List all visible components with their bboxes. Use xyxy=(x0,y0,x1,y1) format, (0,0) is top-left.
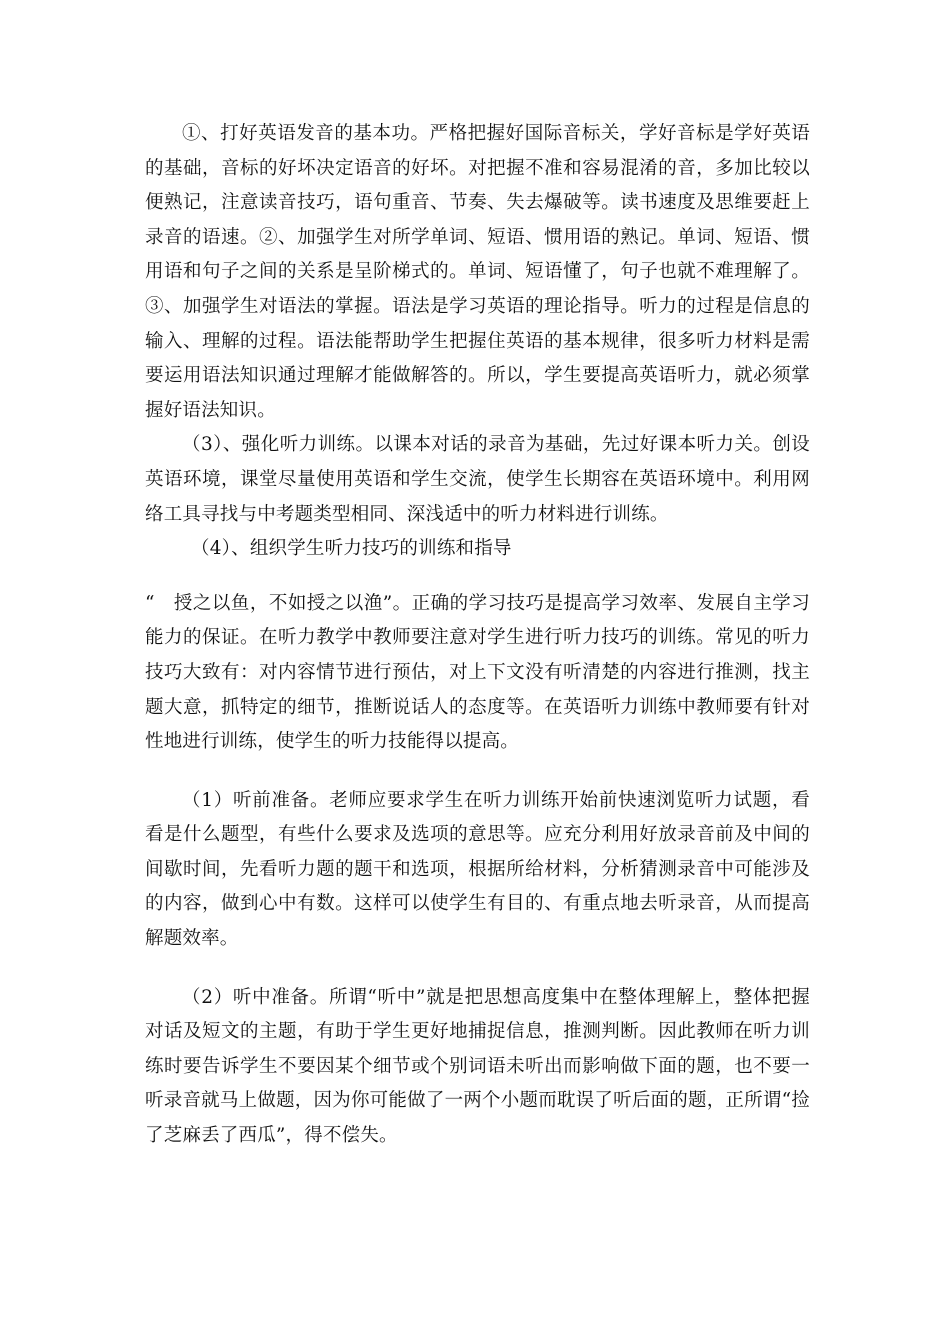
paragraph-while-listening: （2）听中准备。所谓“听中”就是把思想高度集中在整体理解上，整体把握对话及短文的主题，有助于学生更好地捕捉信息，推测判断。因此教师在听力训练时要告诉学生不要因某个细节或个别词语未听出而影响做下面的题，也不要一听录音就马上做题，因为你可能做了一两个小题而耽误了听后面的题，正所谓“捡了芝麻丢了西瓜”，得不偿失。 xyxy=(145,986,810,1147)
document-page xyxy=(145,117,810,1154)
paragraph-listening-training: （3）、强化听力训练。以课本对话的录音为基础，先过好课本听力关。创设英语环境，课堂尽量使用英语和学生交流，使学生长期容在英语环境中。利用网络工具寻找与中考题类型相同、深浅适中的听力材料进行训练。 xyxy=(145,434,810,525)
paragraph-heading-listening-skills: （4）、组织学生听力技巧的训练和指导 xyxy=(191,538,512,560)
paragraph-teach-to-fish: “ 授之以鱼，不如授之以渔”。正确的学习技巧是提高学习效率、发展自主学习能力的保证。在听力教学中教师要注意对学生进行听力技巧的训练。常见的听力技巧大致有：对内容情节进行预估，对上下文没有听清楚的内容进行推测，找主题大意，抓特定的细节，推断说话人的态度等。在英语听力训练中教师要有针对性地进行训练，使学生的听力技能得以提高。 xyxy=(145,592,810,753)
paragraph-pre-listening: （1）听前准备。老师应要求学生在听力训练开始前快速浏览听力试题，看看是什么题型，有些什么要求及选项的意思等。应充分利用好放录音前及中间的间歇时间，先看听力题的题干和选项，根据所给材料，分析猜测录音中可能涉及的内容，做到心中有数。这样可以使学生有目的、有重点地去听录音，从而提高解题效率。 xyxy=(145,789,810,950)
paragraph-pronunciation-vocab-grammar: ①、打好英语发音的基本功。严格把握好国际音标关，学好音标是学好英语的基础，音标的好坏决定语音的好坏。对把握不准和容易混淆的音，多加比较以便熟记，注意读音技巧，语句重音、节奏、失去爆破等。读书速度及思维要赶上录音的语速。②、加强学生对所学单词、短语、惯用语的熟记。单词、短语、惯用语和句子之间的关系是呈阶梯式的。单词、短语懂了，句子也就不难理解了。③、加强学生对语法的掌握。语法是学习英语的理论指导。听力的过程是信息的输入、理解的过程。语法能帮助学生把握住英语的基本规律，很多听力材料是需要运用语法知识通过理解才能做解答的。所以，学生要提高英语听力，就必须掌握好语法知识。 xyxy=(145,123,810,421)
